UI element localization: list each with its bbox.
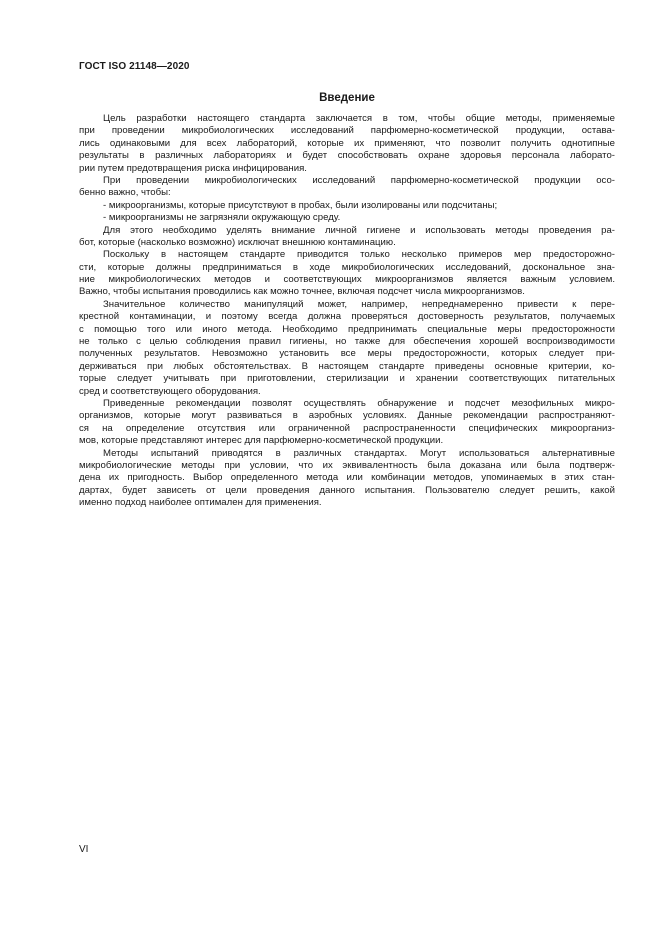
text-line: дартах, будет зависеть от цели проведения данного испытания. Пользователю следует решить, какой [79,484,615,496]
text-line: сти, которые должны предприниматься в ходе микробиологических исследований, доскональное зна- [79,261,615,273]
text-line: - микроорганизмы, которые присутствуют в пробах, были изолированы или подсчитаны; [103,199,498,211]
section-title: Введение [319,92,375,104]
text-line: крестной контаминации, и поэтому всегда должна проверяться достоверность результатов, получаемых [79,311,615,323]
text-line: Важно, чтобы испытания проводились как можно точнее, включая подсчет числа микроорганизмов. [79,286,525,298]
text-line: дена их пригодность. Выбор определенного метода или комбинации методов, упоминаемых в этих стан- [79,472,615,484]
text-line: Значительное количество манипуляций может, например, непреднамеренно привести к пере- [103,298,615,310]
text-line: - микроорганизмы не загрязняли окружающую среду. [103,212,341,224]
introduction-body [79,113,615,510]
text-line: Поскольку в настоящем стандарте приводится только несколько примеров мер предосторожно- [103,249,615,261]
text-line: сред и соответствующего оборудования. [79,385,261,397]
text-line: бот, которые (насколько возможно) исключат внешнюю контаминацию. [79,236,396,248]
text-line: бенно важно, чтобы: [79,187,171,199]
text-line: с помощью того или иного метода. Необходимо предпринимать специальные меры предосторожности [79,323,615,335]
text-line: при проведении микробиологических исследований парфюмерно-косметической продукции, остава- [79,125,615,137]
text-line: Методы испытаний приводятся в различных стандартах. Могут использоваться альтернативные [103,447,615,459]
text-line: ние микробиологических методов и соответствующих микроорганизмов является важным условием. [79,274,615,286]
text-line: держиваться при любых обстоятельствах. В настоящем стандарте приведены основные критерии, ко- [79,360,615,372]
text-line: организмов, которые могут развиваться в аэробных условиях. Данные рекомендации распространяют- [79,410,615,422]
text-line: лись одинаковыми для всех лабораторий, которые их применяют, что позволит получить однотипные [79,137,615,149]
text-line: Для этого необходимо уделять внимание личной гигиене и использовать методы проведения ра- [103,224,615,236]
text-line: полученных результатов. Невозможно установить все меры предосторожности, которых следует при- [79,348,615,360]
text-line: результаты в различных лабораториях и будет способствовать охране здоровья персонала лаборато- [79,150,615,162]
text-line: Цель разработки настоящего стандарта заключается в том, чтобы общие методы, применяемые [103,113,615,124]
page-number: VI [79,844,89,855]
text-line: ся на определение отсутствия или ограниченной распространенности специфических микроорганиз- [79,422,615,434]
text-line: рии путем предотвращения риска инфицирования. [79,162,307,174]
document-code-header: ГОСТ ISO 21148—2020 [79,61,190,72]
text-line: микробиологические методы при условии, что их эквивалентность была доказана или была подтверж- [79,459,615,471]
text-line: именно подход наиболее оптимален для применения. [79,497,322,509]
text-line: мов, которые представляют интерес для парфюмерно-косметической продукции. [79,435,444,447]
text-line: не только с целью соблюдения правил гигиены, но также для обеспечения хорошей воспроизводимости [79,336,615,348]
text-line: При проведении микробиологических исследований парфюмерно-косметической продукции осо- [103,174,615,186]
text-line: Приведенные рекомендации позволят осуществлять обнаружение и подсчет мезофильных микро- [103,397,615,409]
text-line: торые следует учитывать при приготовлении, стерилизации и хранении соответствующих питательных [79,373,615,385]
